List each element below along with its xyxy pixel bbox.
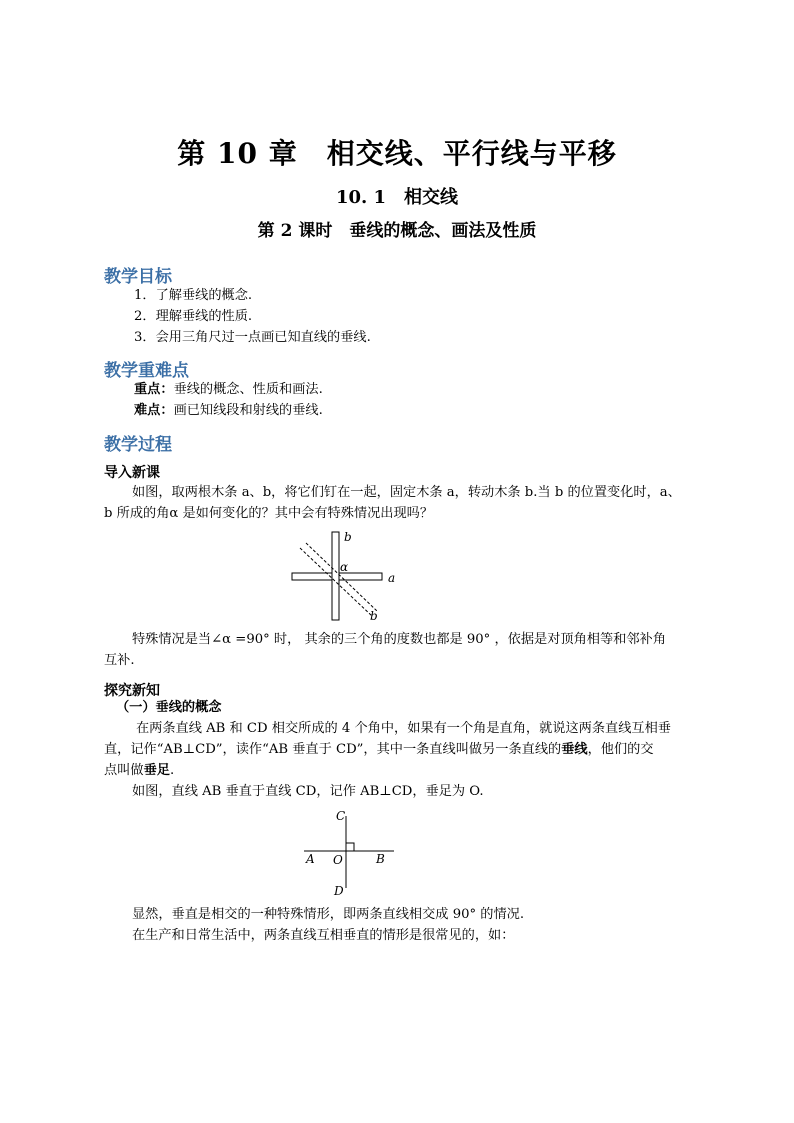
- process-heading: 教学过程: [104, 435, 172, 455]
- sticks-figure: [280, 528, 410, 623]
- concept-line-2: [104, 741, 654, 759]
- concept-line-3-part-b: .: [169, 763, 175, 778]
- term-foot: 垂足: [143, 763, 170, 778]
- fig1-label-a: a: [388, 571, 396, 585]
- fig1-label-b-bottom: b: [370, 609, 378, 623]
- obvious-line: 显然，垂直是相交的一种特殊情形，即两条直线相交成 90° 的情况.: [132, 907, 525, 922]
- difficulty-label: 难点：: [134, 403, 174, 418]
- concept-line-3: [104, 762, 174, 780]
- fig2-label-o: O: [333, 853, 343, 867]
- term-perpendicular: 垂线: [561, 742, 588, 757]
- difficulty-line: [134, 402, 323, 420]
- objective-item-2: 2．理解垂线的性质.: [134, 309, 253, 324]
- example-line: 如图，直线 AB 垂直于直线 CD，记作 AB⊥CD，垂足为 O.: [132, 784, 484, 799]
- perpendicular-figure: [300, 806, 400, 898]
- lesson-title: 第 2 课时 垂线的概念、画法及性质: [257, 221, 537, 241]
- objectives-heading: 教学目标: [104, 267, 172, 287]
- difficulty-text: 画已知线段和射线的垂线.: [173, 403, 323, 418]
- intro-line-2: b 所成的角α 是如何变化的？其中会有特殊情况出现吗？: [104, 506, 434, 521]
- concept-line-1: 在两条直线 AB 和 CD 相交所成的 4 个角中，如果有一个角是直角，就说这两条直线互相垂: [136, 721, 671, 736]
- fig2-label-a: A: [306, 852, 315, 866]
- chapter-title: 第 10 章 相交线、平行线与平移: [177, 137, 617, 170]
- fig1-label-b-top: b: [344, 530, 352, 544]
- concept-line-2-part-a: 直，记作“AB⊥CD”，读作“AB 垂直于 CD”，其中一条直线叫做另一条直线的: [104, 742, 562, 757]
- objective-item-3: 3．会用三角尺过一点画已知直线的垂线.: [134, 330, 371, 345]
- section-title: 10. 1 相交线: [335, 187, 459, 208]
- fig2-label-d: D: [334, 884, 344, 898]
- special-case-line-1: 特殊情况是当∠α =90° 时， 其余的三个角的度数也都是 90° ，依据是对顶角相等和邻补角: [132, 632, 666, 647]
- objective-item-1: 1．了解垂线的概念.: [134, 288, 253, 303]
- daily-life-line: 在生产和日常生活中，两条直线互相垂直的情形是很常见的，如：: [132, 928, 515, 943]
- fig2-label-b: B: [376, 852, 385, 866]
- intro-line-1: 如图，取两根木条 a、b，将它们钉在一起，固定木条 a，转动木条 b.当 b 的位置变化时，a、: [132, 485, 681, 500]
- keypoints-heading: 教学重难点: [104, 361, 189, 381]
- concept-line-2-part-b: ，他们的交: [587, 742, 654, 757]
- concept-line-3-part-a: 点叫做: [104, 763, 144, 778]
- fig2-label-c: C: [336, 809, 346, 823]
- key-point-text: 垂线的概念、性质和画法.: [173, 382, 323, 397]
- key-point-line: [134, 381, 323, 399]
- fig1-label-alpha: α: [340, 560, 349, 574]
- intro-heading: 导入新课: [104, 465, 160, 481]
- explore-heading: 探究新知: [104, 683, 160, 699]
- concept-heading: （一）垂线的概念: [116, 700, 222, 715]
- special-case-line-2: 互补.: [104, 653, 135, 668]
- key-point-label: 重点：: [134, 382, 174, 397]
